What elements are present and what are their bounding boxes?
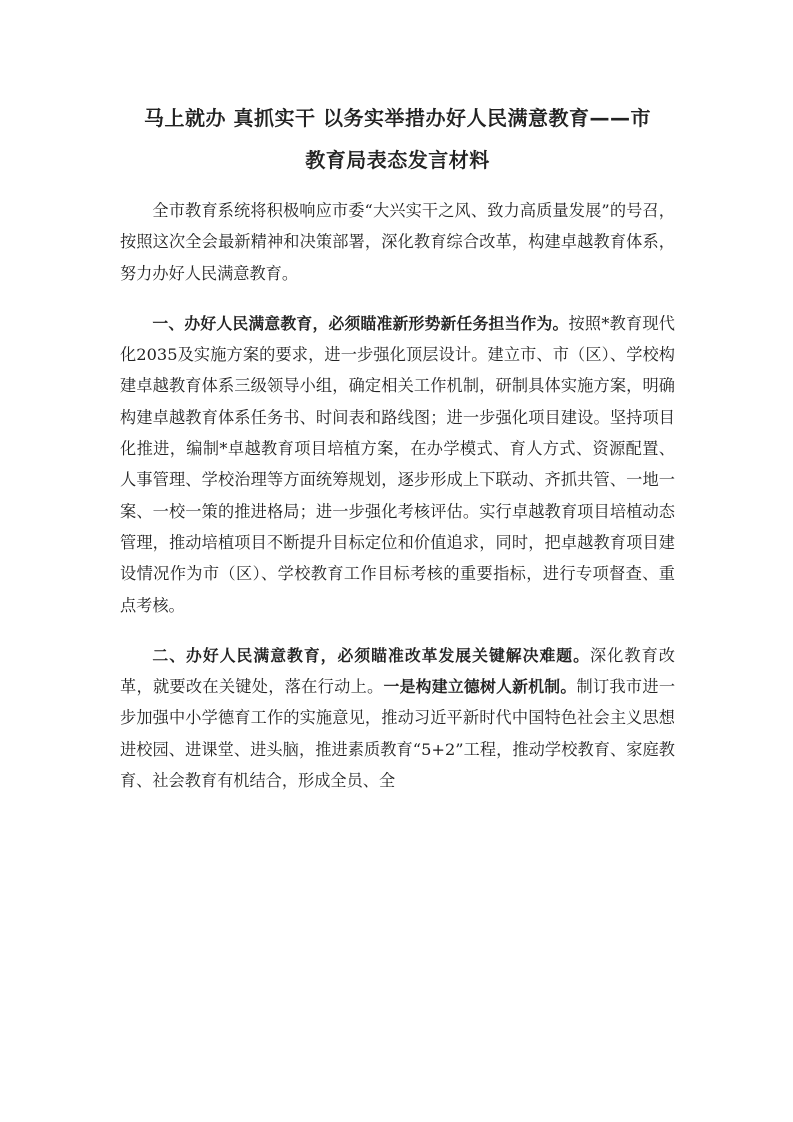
- section-1-heading: 一、办好人民满意教育，必须瞄准新形势新任务担当作为。: [152, 313, 569, 333]
- section-1-paragraph: [120, 308, 675, 621]
- section-2-body-a: 深化教育改革，就要改在关键处，落在行动上。: [120, 645, 675, 697]
- section-2-heading: 二、办好人民满意教育，必须瞄准改革发展关键解决难题。: [152, 645, 590, 665]
- intro-paragraph: 全市教育系统将积极响应市委“大兴实干之风、致力高质量发展”的号召，按照这次全会最新精神和决策部署，深化教育综合改革，构建卓越教育体系，努力办好人民满意教育。: [120, 201, 675, 283]
- document-title: [120, 97, 675, 181]
- section-2-body-b: 制订我市进一步加强中小学德育工作的实施意见，推动习近平新时代中国特色社会主义思想进校园、进课堂、进头脑，推进素质教育“5+2”工程，推动学校教育、家庭教育、社会教育有机结合，形成全员、全: [120, 677, 676, 791]
- section-2-paragraph: [120, 640, 675, 796]
- title-line-2: 教育局表态发言材料: [305, 148, 490, 172]
- title-line-1: 马上就办 真抓实干 以务实举措办好人民满意教育——市: [144, 106, 651, 130]
- section-2-subheading: 一是构建立德树人新机制。: [383, 677, 577, 697]
- section-1-body: 按照*教育现代化2035及实施方案的要求，进一步强化顶层设计。建立市、市（区）、学校构建卓越教育体系三级领导小组，确定相关工作机制，研制具体实施方案，明确构建卓越教育体系任务书、时间表和路线图；进一步强化项目建设。坚持项目化推进，编制*卓越教育项目培植方案，在办学模式、育人方式、资源配置、人事管理、学校治理等方面统筹规划，逐步形成上下联动、齐抓共管、一地一案、一校一策的推进格局；进一步强化考核评估。实行卓越教育项目培植动态管理，推动培植项目不断提升目标定位和价值追求，同时，把卓越教育项目建设情况作为市（区）、学校教育工作目标考核的重要指标，进行专项督查、重点考核。: [120, 313, 675, 615]
